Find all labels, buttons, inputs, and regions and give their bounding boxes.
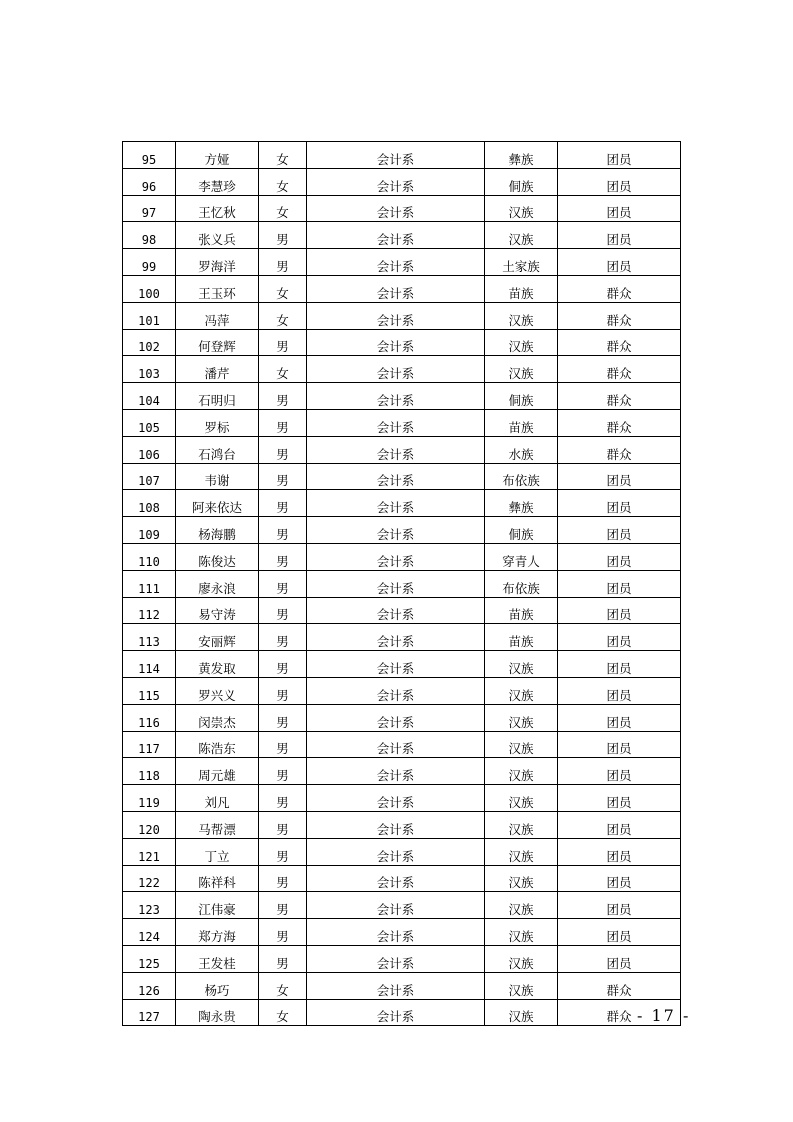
table-row — [123, 302, 681, 329]
cell-gender: 男 — [259, 785, 307, 812]
cell-ethnicity: 苗族 — [485, 275, 558, 302]
cell-political-status: 群众 — [558, 275, 681, 302]
cell-gender: 女 — [259, 302, 307, 329]
cell-gender: 女 — [259, 142, 307, 169]
cell-ethnicity: 汉族 — [485, 945, 558, 972]
cell-ethnicity: 侗族 — [485, 168, 558, 195]
cell-name: 李慧珍 — [176, 168, 259, 195]
cell-department: 会计系 — [307, 356, 485, 383]
cell-gender: 女 — [259, 999, 307, 1026]
cell-gender: 男 — [259, 731, 307, 758]
cell-department: 会计系 — [307, 570, 485, 597]
cell-number: 114 — [123, 651, 176, 678]
cell-ethnicity: 苗族 — [485, 624, 558, 651]
cell-number: 109 — [123, 517, 176, 544]
table-row — [123, 999, 681, 1026]
cell-name: 杨巧 — [176, 972, 259, 999]
cell-number: 112 — [123, 597, 176, 624]
cell-number: 98 — [123, 222, 176, 249]
cell-name: 罗兴义 — [176, 677, 259, 704]
table-row — [123, 543, 681, 570]
cell-political-status: 团员 — [558, 785, 681, 812]
cell-number: 97 — [123, 195, 176, 222]
cell-name: 石明归 — [176, 383, 259, 410]
cell-political-status: 团员 — [558, 490, 681, 517]
cell-ethnicity: 汉族 — [485, 892, 558, 919]
cell-political-status: 团员 — [558, 597, 681, 624]
cell-gender: 男 — [259, 945, 307, 972]
roster-body — [123, 142, 681, 1026]
cell-political-status: 团员 — [558, 517, 681, 544]
cell-ethnicity: 汉族 — [485, 356, 558, 383]
cell-political-status: 团员 — [558, 838, 681, 865]
table-row — [123, 704, 681, 731]
cell-gender: 男 — [259, 570, 307, 597]
cell-gender: 男 — [259, 409, 307, 436]
cell-name: 丁立 — [176, 838, 259, 865]
table-row — [123, 677, 681, 704]
cell-department: 会计系 — [307, 838, 485, 865]
table-row — [123, 517, 681, 544]
cell-gender: 男 — [259, 543, 307, 570]
cell-gender: 男 — [259, 677, 307, 704]
cell-ethnicity: 汉族 — [485, 811, 558, 838]
cell-department: 会计系 — [307, 249, 485, 276]
table-row — [123, 383, 681, 410]
cell-gender: 女 — [259, 356, 307, 383]
cell-ethnicity: 彝族 — [485, 142, 558, 169]
table-row — [123, 785, 681, 812]
table-row — [123, 570, 681, 597]
cell-department: 会计系 — [307, 168, 485, 195]
cell-number: 104 — [123, 383, 176, 410]
cell-political-status: 群众 — [558, 302, 681, 329]
cell-gender: 男 — [259, 383, 307, 410]
table-row — [123, 651, 681, 678]
cell-department: 会计系 — [307, 999, 485, 1026]
cell-ethnicity: 汉族 — [485, 838, 558, 865]
table-row — [123, 436, 681, 463]
cell-political-status: 团员 — [558, 463, 681, 490]
cell-gender: 男 — [259, 758, 307, 785]
table-row — [123, 919, 681, 946]
cell-name: 马帮漂 — [176, 811, 259, 838]
cell-political-status: 团员 — [558, 651, 681, 678]
cell-gender: 男 — [259, 704, 307, 731]
cell-number: 125 — [123, 945, 176, 972]
cell-number: 99 — [123, 249, 176, 276]
cell-gender: 女 — [259, 195, 307, 222]
cell-name: 石鸿台 — [176, 436, 259, 463]
cell-name: 刘凡 — [176, 785, 259, 812]
cell-department: 会计系 — [307, 731, 485, 758]
table-row — [123, 945, 681, 972]
student-roster-table — [122, 141, 681, 1026]
cell-ethnicity: 汉族 — [485, 972, 558, 999]
cell-ethnicity: 汉族 — [485, 731, 558, 758]
cell-gender: 男 — [259, 624, 307, 651]
cell-department: 会计系 — [307, 972, 485, 999]
cell-political-status: 群众 — [558, 972, 681, 999]
cell-name: 陶永贵 — [176, 999, 259, 1026]
cell-name: 周元雄 — [176, 758, 259, 785]
cell-political-status: 团员 — [558, 811, 681, 838]
cell-gender: 男 — [259, 811, 307, 838]
table-row — [123, 356, 681, 383]
cell-ethnicity: 汉族 — [485, 677, 558, 704]
cell-political-status: 团员 — [558, 945, 681, 972]
cell-number: 119 — [123, 785, 176, 812]
cell-number: 116 — [123, 704, 176, 731]
cell-number: 110 — [123, 543, 176, 570]
cell-number: 123 — [123, 892, 176, 919]
cell-ethnicity: 布依族 — [485, 570, 558, 597]
cell-political-status: 团员 — [558, 570, 681, 597]
cell-political-status: 群众 — [558, 999, 681, 1026]
cell-ethnicity: 穿青人 — [485, 543, 558, 570]
cell-name: 王发桂 — [176, 945, 259, 972]
cell-political-status: 团员 — [558, 865, 681, 892]
cell-department: 会计系 — [307, 517, 485, 544]
cell-department: 会计系 — [307, 811, 485, 838]
cell-name: 潘芹 — [176, 356, 259, 383]
cell-ethnicity: 彝族 — [485, 490, 558, 517]
cell-political-status: 群众 — [558, 436, 681, 463]
cell-department: 会计系 — [307, 651, 485, 678]
cell-name: 张义兵 — [176, 222, 259, 249]
cell-ethnicity: 侗族 — [485, 383, 558, 410]
cell-ethnicity: 水族 — [485, 436, 558, 463]
cell-ethnicity: 汉族 — [485, 919, 558, 946]
cell-number: 127 — [123, 999, 176, 1026]
cell-ethnicity: 汉族 — [485, 785, 558, 812]
cell-number: 107 — [123, 463, 176, 490]
cell-gender: 男 — [259, 222, 307, 249]
table-row — [123, 195, 681, 222]
cell-gender: 女 — [259, 972, 307, 999]
cell-name: 廖永浪 — [176, 570, 259, 597]
cell-name: 杨海鹏 — [176, 517, 259, 544]
cell-department: 会计系 — [307, 892, 485, 919]
cell-name: 陈浩东 — [176, 731, 259, 758]
table-row — [123, 811, 681, 838]
cell-ethnicity: 侗族 — [485, 517, 558, 544]
cell-number: 106 — [123, 436, 176, 463]
cell-number: 108 — [123, 490, 176, 517]
cell-ethnicity: 汉族 — [485, 999, 558, 1026]
cell-department: 会计系 — [307, 195, 485, 222]
cell-department: 会计系 — [307, 543, 485, 570]
cell-political-status: 团员 — [558, 919, 681, 946]
cell-political-status: 群众 — [558, 356, 681, 383]
table-row — [123, 892, 681, 919]
cell-name: 阿来依达 — [176, 490, 259, 517]
table-row — [123, 597, 681, 624]
cell-department: 会计系 — [307, 329, 485, 356]
cell-ethnicity: 汉族 — [485, 651, 558, 678]
cell-name: 冯萍 — [176, 302, 259, 329]
table-row — [123, 731, 681, 758]
cell-department: 会计系 — [307, 490, 485, 517]
cell-political-status: 团员 — [558, 142, 681, 169]
cell-department: 会计系 — [307, 436, 485, 463]
cell-political-status: 团员 — [558, 249, 681, 276]
cell-number: 105 — [123, 409, 176, 436]
table-row — [123, 222, 681, 249]
cell-name: 何登辉 — [176, 329, 259, 356]
cell-name: 陈祥科 — [176, 865, 259, 892]
cell-gender: 男 — [259, 490, 307, 517]
cell-name: 罗标 — [176, 409, 259, 436]
cell-department: 会计系 — [307, 919, 485, 946]
cell-department: 会计系 — [307, 597, 485, 624]
cell-number: 122 — [123, 865, 176, 892]
cell-name: 方娅 — [176, 142, 259, 169]
cell-political-status: 团员 — [558, 195, 681, 222]
table-row — [123, 972, 681, 999]
cell-gender: 女 — [259, 168, 307, 195]
cell-name: 罗海洋 — [176, 249, 259, 276]
cell-political-status: 团员 — [558, 543, 681, 570]
cell-gender: 男 — [259, 651, 307, 678]
cell-ethnicity: 汉族 — [485, 195, 558, 222]
cell-political-status: 群众 — [558, 329, 681, 356]
cell-number: 96 — [123, 168, 176, 195]
cell-department: 会计系 — [307, 624, 485, 651]
cell-name: 黄发取 — [176, 651, 259, 678]
cell-ethnicity: 汉族 — [485, 865, 558, 892]
table-row — [123, 758, 681, 785]
cell-department: 会计系 — [307, 677, 485, 704]
cell-number: 115 — [123, 677, 176, 704]
cell-number: 120 — [123, 811, 176, 838]
cell-political-status: 团员 — [558, 677, 681, 704]
table-row — [123, 865, 681, 892]
cell-department: 会计系 — [307, 758, 485, 785]
cell-ethnicity: 汉族 — [485, 704, 558, 731]
page-number: - 17 - — [637, 1006, 691, 1025]
cell-political-status: 团员 — [558, 704, 681, 731]
cell-gender: 男 — [259, 517, 307, 544]
cell-ethnicity: 布依族 — [485, 463, 558, 490]
cell-gender: 男 — [259, 249, 307, 276]
cell-political-status: 群众 — [558, 383, 681, 410]
cell-name: 陈俊达 — [176, 543, 259, 570]
cell-department: 会计系 — [307, 222, 485, 249]
cell-department: 会计系 — [307, 865, 485, 892]
cell-ethnicity: 苗族 — [485, 597, 558, 624]
cell-number: 95 — [123, 142, 176, 169]
cell-number: 102 — [123, 329, 176, 356]
cell-name: 闵崇杰 — [176, 704, 259, 731]
cell-gender: 男 — [259, 892, 307, 919]
cell-name: 王玉环 — [176, 275, 259, 302]
cell-number: 111 — [123, 570, 176, 597]
cell-political-status: 团员 — [558, 624, 681, 651]
table-row — [123, 624, 681, 651]
cell-gender: 男 — [259, 597, 307, 624]
cell-number: 101 — [123, 302, 176, 329]
cell-number: 124 — [123, 919, 176, 946]
cell-political-status: 团员 — [558, 758, 681, 785]
cell-number: 126 — [123, 972, 176, 999]
cell-department: 会计系 — [307, 945, 485, 972]
cell-number: 117 — [123, 731, 176, 758]
cell-political-status: 团员 — [558, 222, 681, 249]
cell-ethnicity: 苗族 — [485, 409, 558, 436]
cell-department: 会计系 — [307, 302, 485, 329]
cell-gender: 男 — [259, 329, 307, 356]
cell-gender: 男 — [259, 838, 307, 865]
cell-department: 会计系 — [307, 704, 485, 731]
cell-ethnicity: 汉族 — [485, 758, 558, 785]
cell-gender: 男 — [259, 865, 307, 892]
cell-department: 会计系 — [307, 463, 485, 490]
cell-political-status: 团员 — [558, 892, 681, 919]
table-row — [123, 463, 681, 490]
cell-name: 郑方海 — [176, 919, 259, 946]
table-row — [123, 838, 681, 865]
cell-ethnicity: 汉族 — [485, 222, 558, 249]
table-row — [123, 168, 681, 195]
cell-name: 安丽辉 — [176, 624, 259, 651]
cell-gender: 女 — [259, 275, 307, 302]
cell-political-status: 团员 — [558, 168, 681, 195]
table-row — [123, 142, 681, 169]
table-row — [123, 249, 681, 276]
cell-name: 江伟豪 — [176, 892, 259, 919]
table-row — [123, 329, 681, 356]
cell-number: 100 — [123, 275, 176, 302]
table-row — [123, 490, 681, 517]
cell-department: 会计系 — [307, 409, 485, 436]
cell-ethnicity: 汉族 — [485, 329, 558, 356]
cell-name: 韦谢 — [176, 463, 259, 490]
cell-number: 113 — [123, 624, 176, 651]
cell-gender: 男 — [259, 436, 307, 463]
cell-ethnicity: 土家族 — [485, 249, 558, 276]
table-row — [123, 275, 681, 302]
cell-gender: 男 — [259, 463, 307, 490]
cell-name: 王忆秋 — [176, 195, 259, 222]
table-row — [123, 409, 681, 436]
cell-number: 118 — [123, 758, 176, 785]
cell-gender: 男 — [259, 919, 307, 946]
cell-political-status: 群众 — [558, 409, 681, 436]
cell-department: 会计系 — [307, 142, 485, 169]
cell-ethnicity: 汉族 — [485, 302, 558, 329]
cell-political-status: 团员 — [558, 731, 681, 758]
cell-department: 会计系 — [307, 275, 485, 302]
cell-name: 易守涛 — [176, 597, 259, 624]
cell-number: 121 — [123, 838, 176, 865]
cell-department: 会计系 — [307, 383, 485, 410]
cell-department: 会计系 — [307, 785, 485, 812]
cell-number: 103 — [123, 356, 176, 383]
